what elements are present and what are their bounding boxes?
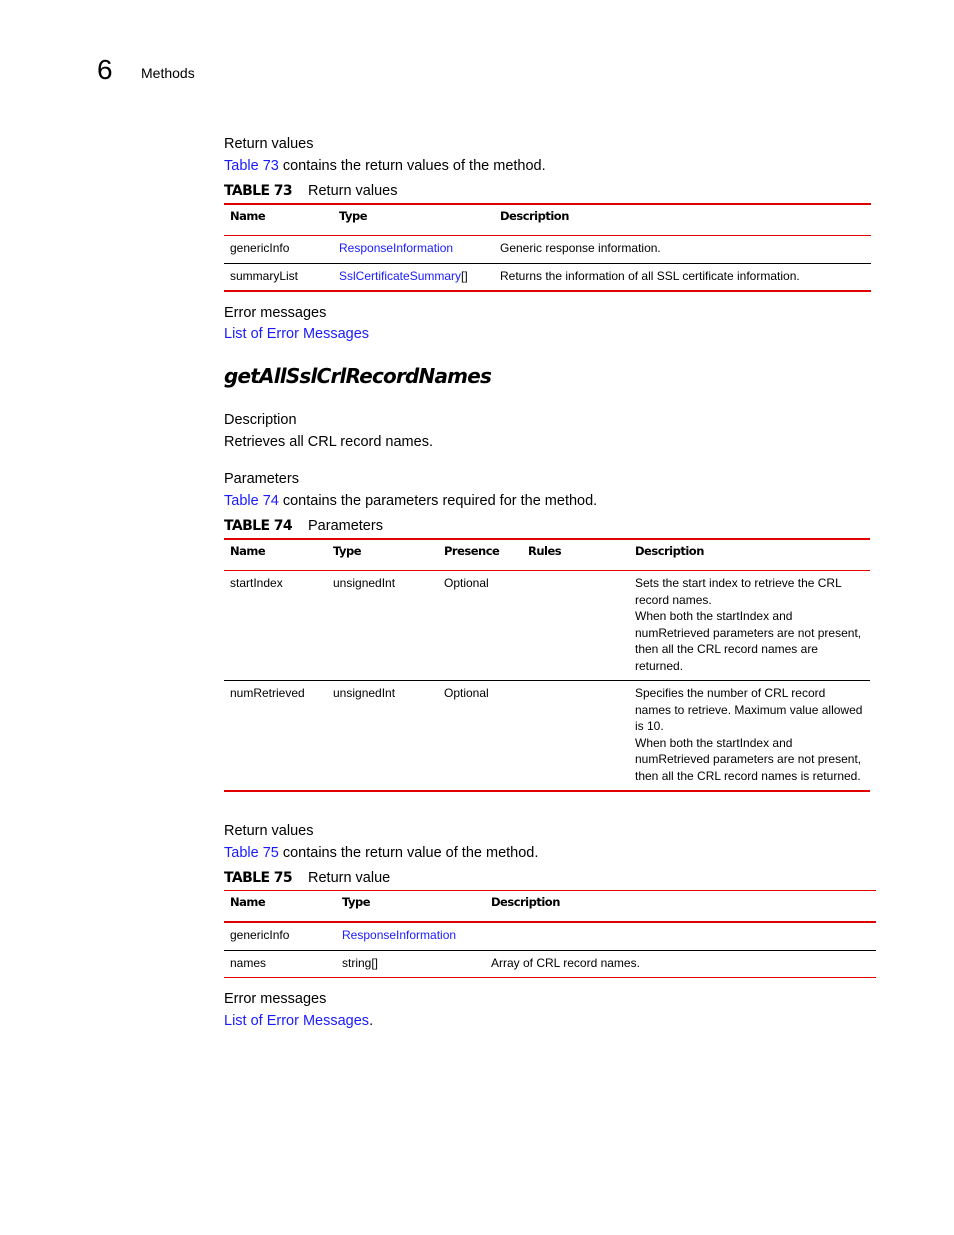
- type-link[interactable]: SslCertificateSummary: [339, 268, 462, 283]
- table74-header-name: Name: [224, 539, 327, 571]
- parameters-heading: Parameters: [224, 471, 299, 487]
- table73-header-description: Description: [494, 204, 871, 236]
- table74-label: TABLE 74: [224, 518, 293, 534]
- method-title: getAllSslCrlRecordNames: [224, 364, 492, 388]
- cell-name: startIndex: [224, 571, 327, 681]
- table-row: [224, 922, 876, 950]
- error-messages-suffix: .: [369, 1013, 374, 1029]
- table74-caption: [224, 518, 383, 534]
- table75-header-name: Name: [224, 891, 336, 923]
- return-values-heading: Return values: [224, 136, 314, 152]
- table75-link[interactable]: Table 75: [224, 845, 279, 861]
- cell-type: unsignedInt: [327, 681, 438, 792]
- table73-header-name: Name: [224, 204, 333, 236]
- error-messages-heading-2: Error messages: [224, 991, 327, 1007]
- table75-header-description: Description: [485, 891, 876, 923]
- error-messages-link-2[interactable]: List of Error Messages: [224, 1013, 370, 1029]
- table74-header-description: Description: [629, 539, 870, 571]
- cell-name: numRetrieved: [224, 681, 327, 792]
- error-messages-heading: Error messages: [224, 305, 327, 321]
- cell-description: Generic response information.: [494, 236, 871, 264]
- table75-caption: [224, 870, 390, 886]
- table74-intro-text: contains the parameters required for the method.: [278, 493, 598, 509]
- table75: [224, 890, 876, 978]
- cell-description: [629, 681, 870, 792]
- cell-presence: Optional: [438, 571, 522, 681]
- table73-header-type: Type: [333, 204, 494, 236]
- description-text: Retrieves all CRL record names.: [224, 434, 433, 450]
- cell-name: genericInfo: [224, 922, 336, 950]
- table73: [224, 203, 871, 292]
- description-line: When both the startIndex and numRetrieved parameters are not present, then all the CRL record names is returned.: [635, 735, 862, 783]
- table74-link[interactable]: Table 74: [224, 493, 279, 509]
- type-link[interactable]: ResponseInformation: [339, 241, 454, 255]
- description-line: Specifies the number of CRL record names to retrieve. Maximum value allowed is 10.: [635, 686, 863, 733]
- cell-type: [336, 922, 485, 950]
- table74-header-type: Type: [327, 539, 438, 571]
- cell-type: [333, 263, 494, 291]
- cell-description: Returns the information of all SSL certificate information.: [494, 263, 871, 291]
- table-row: [224, 950, 876, 978]
- error-messages-link[interactable]: List of Error Messages: [224, 326, 370, 342]
- table73-caption: [224, 183, 397, 199]
- table74-header-presence: Presence: [438, 539, 522, 571]
- table74-header-rules: Rules: [522, 539, 629, 571]
- table-row: [224, 263, 871, 291]
- table-row: [224, 571, 870, 681]
- cell-type: unsignedInt: [327, 571, 438, 681]
- table74-intro: [224, 493, 597, 509]
- cell-name: summaryList: [224, 263, 333, 291]
- cell-description: [485, 922, 876, 950]
- error-messages-line: [224, 1013, 373, 1029]
- table75-intro-text: contains the return value of the method.: [278, 845, 539, 861]
- description-heading: Description: [224, 412, 297, 428]
- table75-label: TABLE 75: [224, 870, 293, 886]
- cell-description: Array of CRL record names.: [485, 950, 876, 978]
- table75-title: Return value: [308, 870, 391, 886]
- cell-rules: [522, 571, 629, 681]
- cell-name: names: [224, 950, 336, 978]
- chapter-title: Methods: [141, 65, 195, 81]
- table75-header-type: Type: [336, 891, 485, 923]
- table73-link[interactable]: Table 73: [224, 158, 279, 174]
- description-line: Sets the start index to retrieve the CRL record names.: [635, 576, 842, 607]
- type-suffix: []: [461, 268, 468, 283]
- table75-intro: [224, 845, 538, 861]
- table-row: [224, 681, 870, 792]
- cell-description: [629, 571, 870, 681]
- cell-type: string[]: [336, 950, 485, 978]
- table73-intro: [224, 158, 546, 174]
- table73-intro-text: contains the return values of the method.: [278, 158, 546, 174]
- return-value-heading: Return values: [224, 823, 314, 839]
- chapter-number: 6: [97, 54, 113, 85]
- cell-presence: Optional: [438, 681, 522, 792]
- cell-name: genericInfo: [224, 236, 333, 264]
- type-link[interactable]: ResponseInformation: [342, 928, 457, 942]
- table73-title: Return values: [308, 183, 398, 199]
- table73-label: TABLE 73: [224, 183, 293, 199]
- description-line: When both the startIndex and numRetrieved parameters are not present, then all the CRL record names are returned.: [635, 609, 862, 673]
- table-row: [224, 236, 871, 264]
- cell-type: [333, 236, 494, 264]
- table74-title: Parameters: [308, 518, 383, 534]
- table74: [224, 538, 870, 792]
- cell-rules: [522, 681, 629, 792]
